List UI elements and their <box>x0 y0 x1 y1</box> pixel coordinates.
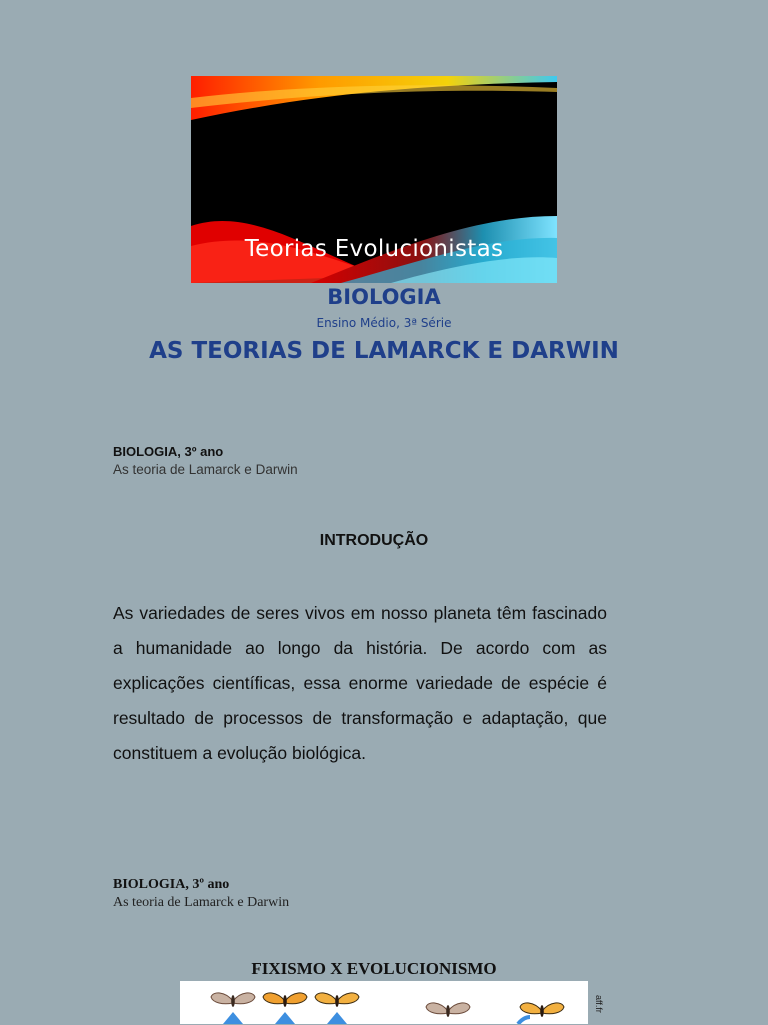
intro-paragraph: As variedades de seres vivos em nosso planeta têm fascinado a humanidade ao longo da história. De acordo com as explicações científicas, essa enorme variedade de espécie é resultado de processos de transformação e adaptação, que constituem a evolução biológica. <box>113 603 607 763</box>
butterfly-icon <box>315 993 359 1007</box>
down-arrow-icon <box>518 1017 530 1024</box>
figure-title: FIXISMO X EVOLUCIONISMO <box>251 959 497 978</box>
up-arrow-icon <box>223 1012 347 1024</box>
side-credit-text: aff.fr <box>594 995 604 1013</box>
page-title: AS TEORIAS DE LAMARCK E DARWIN <box>149 338 619 364</box>
title-slide-banner <box>191 76 557 283</box>
butterfly-icon <box>211 993 255 1007</box>
section-heading: BIOLOGIA, 3º ano <box>113 444 224 459</box>
section-heading-2: BIOLOGIA, 3º ano <box>113 877 230 892</box>
section-subheading-2: As teoria de Lamarck e Darwin <box>113 895 290 910</box>
subject-heading: BIOLOGIA <box>327 285 441 309</box>
intro-heading: INTRODUÇÃO <box>319 532 429 549</box>
butterfly-icon <box>426 1003 470 1017</box>
section-subheading: As teoria de Lamarck e Darwin <box>113 462 298 477</box>
banner-title: Teorias Evolucionistas <box>244 236 504 262</box>
butterfly-icon <box>520 1003 564 1017</box>
level-subtitle: Ensino Médio, 3ª Série <box>316 316 452 330</box>
butterfly-icon <box>263 993 307 1007</box>
fixism-evolution-figure <box>180 981 588 1024</box>
